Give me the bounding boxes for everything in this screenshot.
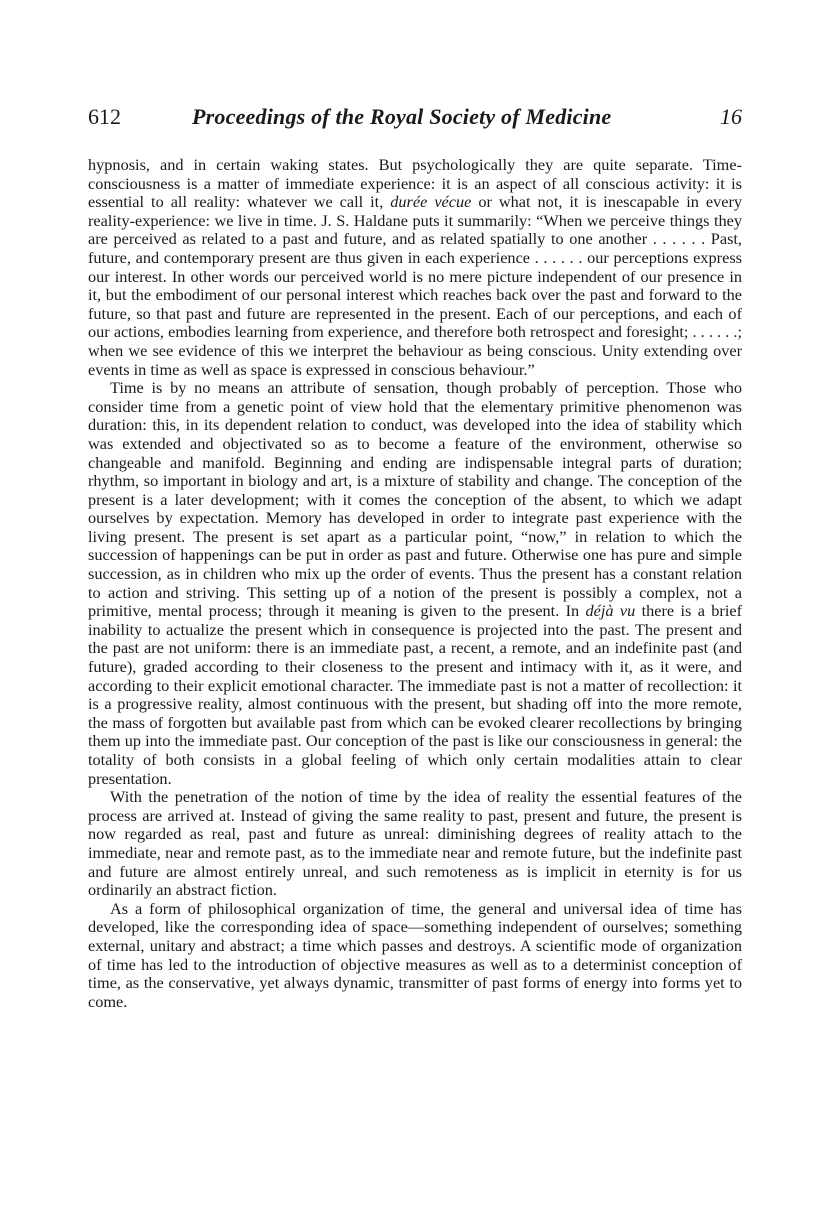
volume-number: 16 xyxy=(720,104,742,129)
paragraph-4 xyxy=(88,900,742,1012)
italic-phrase-deja-vu: déjà vu xyxy=(585,601,636,621)
paragraph-1 xyxy=(88,156,742,379)
paragraph-text: or what not, it is inescapable in every reality-experience: we live in time. J. S. Haldane puts it summarily: “When we perceive things they are perceived as related to a past and future, and as related spatially to one another . . . . . . Past, future, and contemporary present are thus given in each experience . . . . . . our perceptions express our interest. In other words our perceived world is no mere picture independent of our presence in it, but the embodiment of our personal interest which reaches back over the past and forward to the future, so that past and future are represented in the present. Each of our perceptions, and each of our actions, embodies learning from experience, and therefore both retrospect and foresight; . . . . . .; when we see evidence of this we interpret the behaviour as being conscious. Unity extending over events in time as well as space is expressed in conscious behaviour.” xyxy=(88,192,743,379)
running-head xyxy=(88,104,742,138)
italic-phrase-duree-vecue: durée vécue xyxy=(390,192,472,212)
paragraph-text: With the penetration of the notion of time by the idea of reality the essential features of the process are arrived at. Instead of giving the same reality to past, present and future, the present is now regarded as real, past and future as unreal: diminishing degrees of reality attach to the immediate, near and remote past, as to the immediate near and remote future, but the indefinite past and future are almost entirely unreal, and such remoteness as is implicit in eternity is for us ordinarily an abstract fiction. xyxy=(88,787,742,900)
paragraph-text: hypnosis, and in certain waking states. But psychologically they are quite separate. Time-consciousness is a matter of immediate experience: it is an aspect of all conscious activity: it is essential to all reality: whatever we call it, xyxy=(88,155,742,212)
page-number: 612 xyxy=(88,104,121,129)
paragraph-text: As a form of philosophical organization of time, the general and universal idea of time has developed, like the corresponding idea of space—something independent of ourselves; something external, unitary and abstract; a time which passes and destroys. A scientific mode of organization of time has led to the introduction of objective measures as well as to a determinist conception of time, as the conservative, yet always dynamic, transmitter of past forms of energy into forms yet to come. xyxy=(88,898,742,1011)
paragraph-2 xyxy=(88,379,742,788)
journal-title: Proceedings of the Royal Society of Medicine xyxy=(192,104,612,129)
paragraph-3 xyxy=(88,788,742,900)
paragraph-text: Time is by no means an attribute of sensation, though probably of perception. Those who consider time from a genetic point of view hold that the elementary primitive phenomenon was duration: this, in its dependent relation to conduct, was developed into the idea of stability which was extended and objectivated so as to become a feature of the environment, otherwise so changeable and manifold. Beginning and ending are indispensable integral parts of duration; rhythm, so important in biology and art, is a mixture of stability and change. The conception of the present is a later development; with it comes the conception of the absent, to which we adapt ourselves by expectation. Memory has developed in order to integrate past experience with the living present. The present is set apart as a particular point, “now,” in relation to which the succession of happenings can be put in order as past and future. Otherwise one has pure and simple succession, as in children who mix up the order of events. Thus the present has a constant relation to action and striving. This setting up of a notion of the present is possibly a complex, not a primitive, mental process; through it meaning is given to the present. In xyxy=(88,378,742,621)
journal-page xyxy=(88,104,742,1011)
paragraph-text: there is a brief inability to actualize the present which in consequence is projected into the past. The present and the past are not uniform: there is an immediate past, a recent, a remote, and an indefinite past (and future), graded according to their closeness to the present and intimacy with it, as it were, and according to their explicit emotional character. The immediate past is not a matter of recollection: it is a progressive reality, almost continuous with the present, but shading off into the more remote, the mass of forgotten but available past from which can be evoked clearer recollections by bringing them up into the immediate past. Our conception of the past is like our consciousness in general: the totality of both consists in a global feeling of which only certain modalities attain to clear presentation. xyxy=(88,601,743,788)
body-text xyxy=(88,156,742,1011)
